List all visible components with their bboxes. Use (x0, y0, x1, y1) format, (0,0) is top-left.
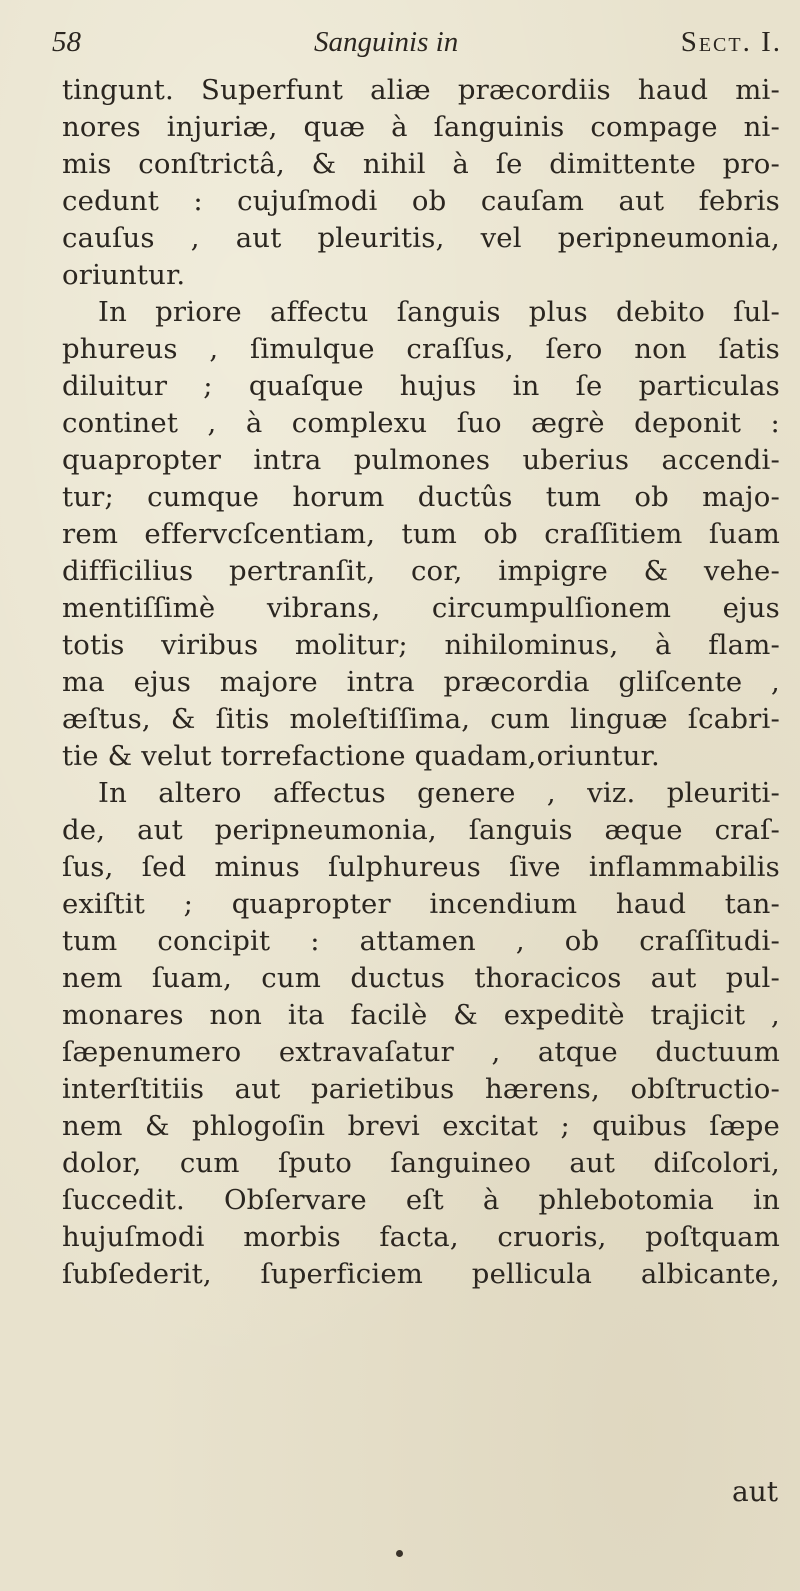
text-line: cedunt : cujuſmodi ob cauſam aut febris (62, 185, 780, 217)
text-line: nem & phlogoſin brevi excitat ; quibus ſæpe (62, 1110, 780, 1142)
running-title: Sanguinis in (314, 26, 459, 58)
text-line: hujuſmodi morbis facta, cruoris, poſtquam (62, 1221, 780, 1253)
text-line: ſubſederit, ſuperficiem pellicula albicante, (62, 1258, 780, 1290)
catchword: aut (732, 1475, 778, 1508)
text-line: rem effervcſcentiam, tum ob craſſitiem ſuam (62, 518, 780, 550)
text-line: totis viribus molitur; nihilominus, à flam- (62, 629, 780, 661)
text-line: monares non ita facilè & expeditè trajicit , (62, 999, 780, 1031)
text-line: mis conſtrictâ, & nihil à ſe dimittente pro- (62, 148, 780, 180)
text-line: tur; cumque horum ductûs tum ob majo- (62, 481, 780, 513)
text-line: In altero affectus genere , viz. pleuriti- (98, 777, 780, 809)
ink-speck (396, 1550, 403, 1557)
text-line: mentiſſimè vibrans, circumpulſionem ejus (62, 592, 780, 624)
page-header (52, 26, 782, 66)
text-line: æſtus, & ſitis moleſtiſſima, cum linguæ ſcabri- (62, 703, 780, 735)
text-line: oriuntur. (62, 259, 186, 291)
page-number: 58 (52, 26, 81, 58)
text-line: ſæpenumero extravaſatur , atque ductuum (62, 1036, 780, 1068)
text-line: nem ſuam, cum ductus thoracicos aut pul- (62, 962, 780, 994)
text-line: difficilius pertranſit, cor, impigre & vehe- (62, 555, 780, 587)
text-line: tingunt. Superfunt aliæ præcordiis haud mi- (62, 74, 780, 106)
text-line: continet , à complexu ſuo ægrè deponit : (62, 407, 780, 439)
text-line: ſus, ſed minus ſulphureus ſive inflammabilis (62, 851, 780, 883)
text-line: In priore affectu ſanguis plus debito ſul- (98, 296, 780, 328)
text-line: phureus , ſimulque craſſus, ſero non ſatis (62, 333, 780, 365)
text-line: ſuccedit. Obſervare eſt à phlebotomia in (62, 1184, 780, 1216)
text-line: diluitur ; quaſque hujus in ſe particulas (62, 370, 780, 402)
section-label: Sect. I. (680, 26, 782, 58)
text-line: ma ejus majore intra præcordia gliſcente , (62, 666, 780, 698)
body-text (62, 72, 780, 1293)
text-line: cauſus , aut pleuritis, vel peripneumonia, (62, 222, 780, 254)
text-line: de, aut peripneumonia, ſanguis æque craſ- (62, 814, 780, 846)
text-line: interſtitiis aut parietibus hærens, obſtructio- (62, 1073, 780, 1105)
text-line: dolor, cum ſputo ſanguineo aut diſcolori, (62, 1147, 780, 1179)
text-line: quapropter intra pulmones uberius accendi- (62, 444, 780, 476)
text-line: tie & velut torrefactione quadam,oriuntur. (62, 740, 660, 772)
text-line: nores injuriæ, quæ à ſanguinis compage ni- (62, 111, 780, 143)
text-line: tum concipit : attamen , ob craſſitudi- (62, 925, 780, 957)
text-line: exiſtit ; quapropter incendium haud tan- (62, 888, 780, 920)
